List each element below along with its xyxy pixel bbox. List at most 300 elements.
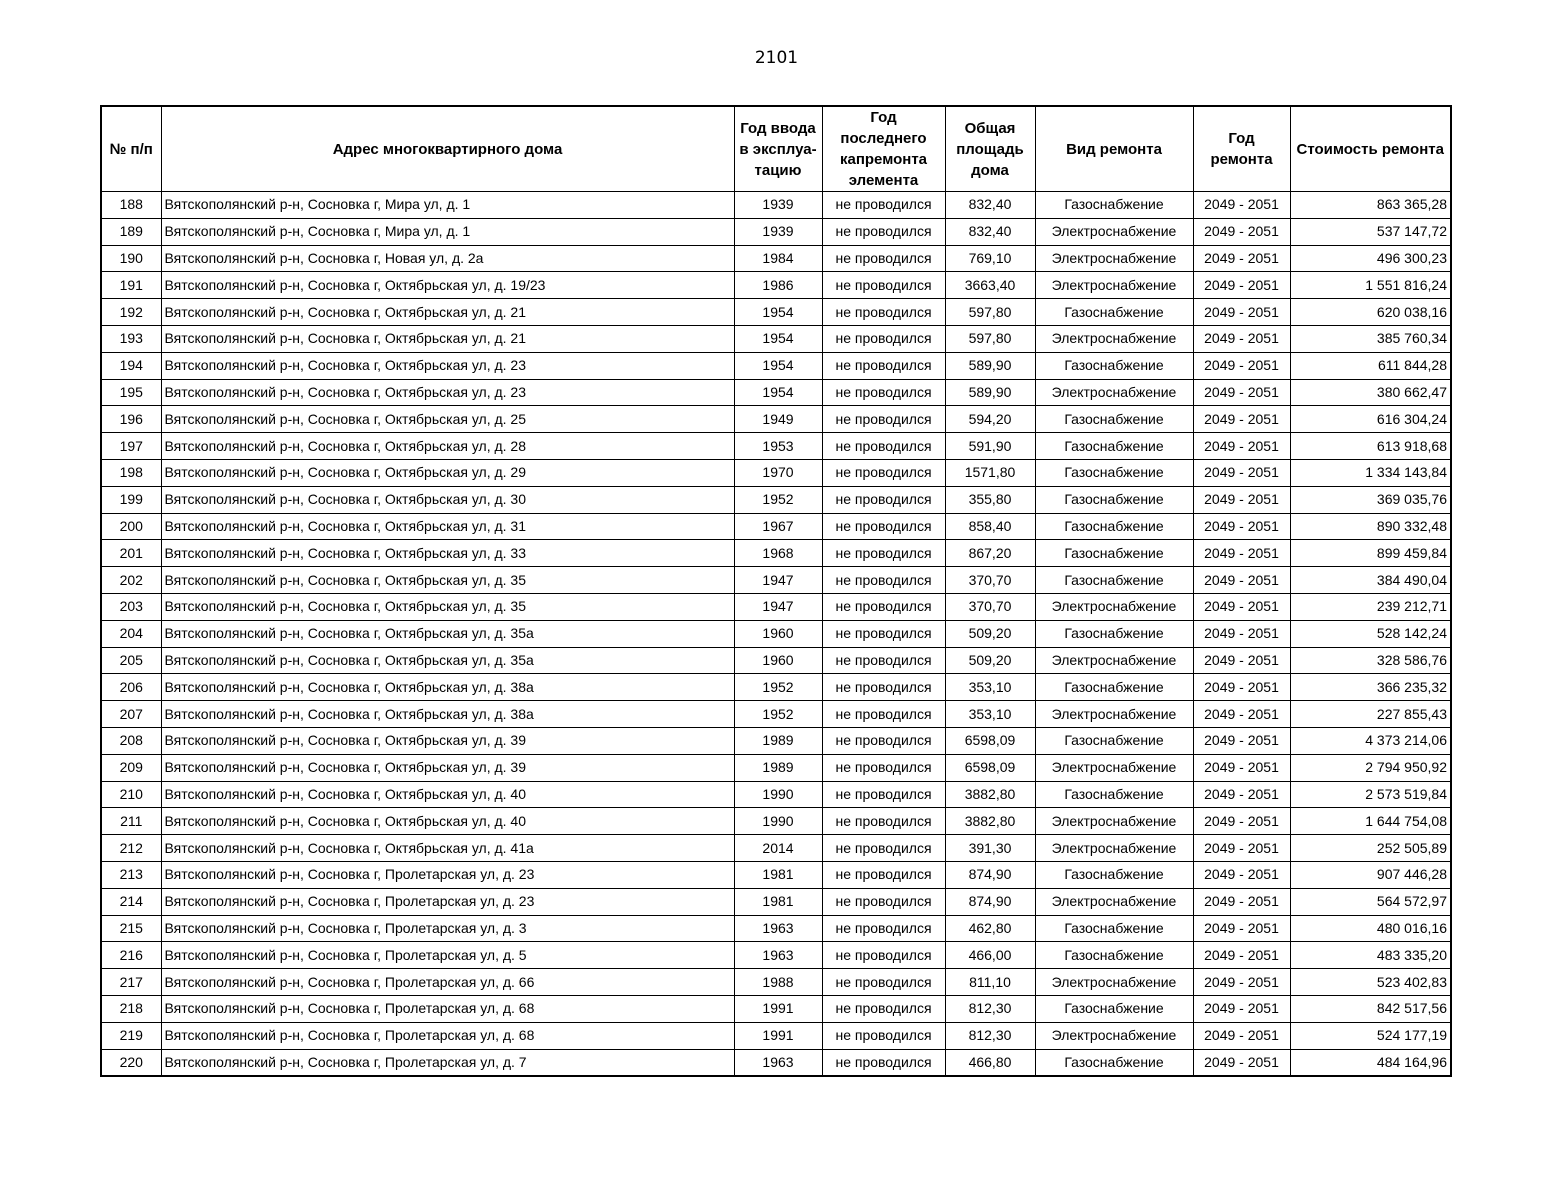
cell-commission-year: 1960 [734,647,822,674]
cell-address: Вятскополянский р-н, Сосновка г, Пролетарская ул, д. 68 [161,1022,734,1049]
cell-address: Вятскополянский р-н, Сосновка г, Октябрьская ул, д. 23 [161,352,734,379]
cell-last-repair: не проводился [822,486,945,513]
cell-repair-period: 2049 - 2051 [1193,674,1290,701]
cell-row-number: 198 [101,459,161,486]
header-last-repair-year: Год последнего капремонта элемента [822,106,945,192]
cell-total-area: 874,90 [945,888,1035,915]
cell-row-number: 199 [101,486,161,513]
header-repair-cost: Стоимость ремонта [1290,106,1451,192]
repair-registry-table [100,105,1452,1077]
cell-repair-period: 2049 - 2051 [1193,540,1290,567]
cell-repair-type: Электроснабжение [1035,701,1193,728]
table-row [101,1022,1451,1049]
cell-last-repair: не проводился [822,567,945,594]
table-row [101,888,1451,915]
cell-repair-type: Газоснабжение [1035,567,1193,594]
table-row [101,674,1451,701]
cell-total-area: 597,80 [945,299,1035,326]
table-row [101,647,1451,674]
cell-commission-year: 1984 [734,245,822,272]
cell-commission-year: 1954 [734,299,822,326]
cell-address: Вятскополянский р-н, Сосновка г, Пролетарская ул, д. 7 [161,1049,734,1076]
cell-address: Вятскополянский р-н, Сосновка г, Пролетарская ул, д. 3 [161,915,734,942]
cell-repair-period: 2049 - 2051 [1193,754,1290,781]
cell-row-number: 205 [101,647,161,674]
table-row [101,942,1451,969]
cell-last-repair: не проводился [822,513,945,540]
cell-row-number: 200 [101,513,161,540]
cell-repair-cost: 899 459,84 [1290,540,1451,567]
header-commission-year: Год ввода в эксплуа-тацию [734,106,822,192]
cell-row-number: 217 [101,969,161,996]
cell-row-number: 203 [101,593,161,620]
cell-row-number: 213 [101,861,161,888]
cell-last-repair: не проводился [822,861,945,888]
table-row [101,1049,1451,1076]
cell-repair-type: Газоснабжение [1035,1049,1193,1076]
cell-repair-type: Газоснабжение [1035,513,1193,540]
cell-address: Вятскополянский р-н, Сосновка г, Мира ул, д. 1 [161,192,734,219]
cell-repair-type: Газоснабжение [1035,915,1193,942]
cell-repair-cost: 863 365,28 [1290,192,1451,219]
cell-repair-type: Газоснабжение [1035,620,1193,647]
cell-row-number: 192 [101,299,161,326]
cell-commission-year: 1981 [734,888,822,915]
cell-repair-period: 2049 - 2051 [1193,995,1290,1022]
cell-commission-year: 1947 [734,593,822,620]
cell-row-number: 218 [101,995,161,1022]
cell-last-repair: не проводился [822,299,945,326]
cell-commission-year: 1991 [734,1022,822,1049]
cell-repair-period: 2049 - 2051 [1193,969,1290,996]
cell-total-area: 3882,80 [945,781,1035,808]
cell-address: Вятскополянский р-н, Сосновка г, Пролетарская ул, д. 68 [161,995,734,1022]
cell-repair-type: Газоснабжение [1035,406,1193,433]
cell-repair-period: 2049 - 2051 [1193,352,1290,379]
cell-repair-cost: 537 147,72 [1290,218,1451,245]
cell-last-repair: не проводился [822,835,945,862]
cell-address: Вятскополянский р-н, Сосновка г, Октябрьская ул, д. 35а [161,620,734,647]
table-row [101,272,1451,299]
table-row [101,781,1451,808]
cell-repair-cost: 564 572,97 [1290,888,1451,915]
cell-row-number: 190 [101,245,161,272]
cell-repair-cost: 613 918,68 [1290,433,1451,460]
cell-repair-type: Электроснабжение [1035,647,1193,674]
cell-address: Вятскополянский р-н, Сосновка г, Новая ул, д. 2а [161,245,734,272]
cell-last-repair: не проводился [822,915,945,942]
cell-last-repair: не проводился [822,245,945,272]
cell-repair-period: 2049 - 2051 [1193,1022,1290,1049]
cell-repair-type: Электроснабжение [1035,808,1193,835]
table-row [101,808,1451,835]
cell-commission-year: 1989 [734,754,822,781]
cell-row-number: 207 [101,701,161,728]
cell-repair-cost: 611 844,28 [1290,352,1451,379]
table-row [101,513,1451,540]
cell-commission-year: 1954 [734,325,822,352]
cell-repair-period: 2049 - 2051 [1193,299,1290,326]
cell-commission-year: 1990 [734,781,822,808]
cell-row-number: 188 [101,192,161,219]
cell-row-number: 204 [101,620,161,647]
cell-repair-type: Электроснабжение [1035,379,1193,406]
cell-repair-period: 2049 - 2051 [1193,835,1290,862]
cell-repair-cost: 227 855,43 [1290,701,1451,728]
cell-last-repair: не проводился [822,942,945,969]
cell-repair-period: 2049 - 2051 [1193,433,1290,460]
cell-repair-type: Электроснабжение [1035,835,1193,862]
cell-last-repair: не проводился [822,674,945,701]
header-address: Адрес многоквартирного дома [161,106,734,192]
cell-repair-type: Электроснабжение [1035,888,1193,915]
table-row [101,486,1451,513]
cell-repair-cost: 496 300,23 [1290,245,1451,272]
cell-total-area: 353,10 [945,674,1035,701]
cell-commission-year: 1952 [734,486,822,513]
cell-commission-year: 1963 [734,915,822,942]
cell-commission-year: 1989 [734,727,822,754]
cell-repair-type: Газоснабжение [1035,995,1193,1022]
cell-total-area: 867,20 [945,540,1035,567]
table-row [101,593,1451,620]
cell-address: Вятскополянский р-н, Сосновка г, Пролетарская ул, д. 23 [161,861,734,888]
cell-address: Вятскополянский р-н, Сосновка г, Октябрьская ул, д. 38а [161,674,734,701]
cell-repair-cost: 4 373 214,06 [1290,727,1451,754]
table-row [101,861,1451,888]
cell-last-repair: не проводился [822,540,945,567]
cell-repair-period: 2049 - 2051 [1193,379,1290,406]
cell-repair-cost: 385 760,34 [1290,325,1451,352]
cell-total-area: 462,80 [945,915,1035,942]
cell-repair-period: 2049 - 2051 [1193,727,1290,754]
table-row [101,754,1451,781]
cell-repair-cost: 239 212,71 [1290,593,1451,620]
cell-commission-year: 1947 [734,567,822,594]
cell-last-repair: не проводился [822,647,945,674]
cell-total-area: 769,10 [945,245,1035,272]
cell-repair-type: Газоснабжение [1035,781,1193,808]
cell-row-number: 211 [101,808,161,835]
cell-commission-year: 1954 [734,379,822,406]
header-repair-type: Вид ремонта [1035,106,1193,192]
cell-address: Вятскополянский р-н, Сосновка г, Октябрьская ул, д. 41а [161,835,734,862]
cell-row-number: 197 [101,433,161,460]
cell-repair-period: 2049 - 2051 [1193,245,1290,272]
cell-total-area: 466,00 [945,942,1035,969]
cell-repair-period: 2049 - 2051 [1193,888,1290,915]
cell-last-repair: не проводился [822,808,945,835]
cell-repair-cost: 1 334 143,84 [1290,459,1451,486]
cell-repair-cost: 2 794 950,92 [1290,754,1451,781]
table-row [101,567,1451,594]
cell-last-repair: не проводился [822,1049,945,1076]
table-row [101,379,1451,406]
cell-total-area: 589,90 [945,379,1035,406]
cell-repair-period: 2049 - 2051 [1193,459,1290,486]
cell-address: Вятскополянский р-н, Сосновка г, Октябрьская ул, д. 40 [161,808,734,835]
cell-total-area: 3882,80 [945,808,1035,835]
table-row [101,540,1451,567]
cell-repair-type: Газоснабжение [1035,192,1193,219]
cell-repair-period: 2049 - 2051 [1193,861,1290,888]
cell-total-area: 6598,09 [945,754,1035,781]
cell-total-area: 509,20 [945,620,1035,647]
cell-address: Вятскополянский р-н, Сосновка г, Октябрьская ул, д. 39 [161,754,734,781]
cell-repair-period: 2049 - 2051 [1193,192,1290,219]
header-row-number: № п/п [101,106,161,192]
cell-commission-year: 1967 [734,513,822,540]
cell-commission-year: 1981 [734,861,822,888]
cell-total-area: 832,40 [945,192,1035,219]
cell-repair-type: Электроснабжение [1035,754,1193,781]
cell-repair-cost: 907 446,28 [1290,861,1451,888]
cell-address: Вятскополянский р-н, Сосновка г, Мира ул, д. 1 [161,218,734,245]
cell-total-area: 3663,40 [945,272,1035,299]
cell-commission-year: 1968 [734,540,822,567]
cell-repair-type: Электроснабжение [1035,593,1193,620]
cell-repair-cost: 1 644 754,08 [1290,808,1451,835]
cell-repair-cost: 528 142,24 [1290,620,1451,647]
cell-repair-type: Газоснабжение [1035,299,1193,326]
cell-repair-period: 2049 - 2051 [1193,325,1290,352]
cell-repair-cost: 524 177,19 [1290,1022,1451,1049]
cell-last-repair: не проводился [822,969,945,996]
cell-repair-period: 2049 - 2051 [1193,915,1290,942]
cell-total-area: 391,30 [945,835,1035,862]
cell-repair-type: Газоснабжение [1035,486,1193,513]
cell-repair-cost: 328 586,76 [1290,647,1451,674]
cell-repair-cost: 384 490,04 [1290,567,1451,594]
cell-repair-type: Газоснабжение [1035,540,1193,567]
table-row [101,727,1451,754]
cell-total-area: 597,80 [945,325,1035,352]
cell-total-area: 832,40 [945,218,1035,245]
cell-total-area: 858,40 [945,513,1035,540]
header-repair-period: Год ремонта [1193,106,1290,192]
cell-last-repair: не проводился [822,620,945,647]
cell-address: Вятскополянский р-н, Сосновка г, Октябрьская ул, д. 35 [161,567,734,594]
cell-repair-cost: 523 402,83 [1290,969,1451,996]
cell-commission-year: 2014 [734,835,822,862]
cell-row-number: 206 [101,674,161,701]
table-row [101,433,1451,460]
cell-repair-type: Газоснабжение [1035,942,1193,969]
cell-total-area: 6598,09 [945,727,1035,754]
cell-row-number: 191 [101,272,161,299]
cell-total-area: 811,10 [945,969,1035,996]
cell-repair-period: 2049 - 2051 [1193,486,1290,513]
cell-row-number: 194 [101,352,161,379]
cell-commission-year: 1939 [734,218,822,245]
cell-row-number: 210 [101,781,161,808]
cell-last-repair: не проводился [822,727,945,754]
cell-repair-cost: 2 573 519,84 [1290,781,1451,808]
cell-commission-year: 1952 [734,674,822,701]
cell-total-area: 1571,80 [945,459,1035,486]
cell-repair-period: 2049 - 2051 [1193,513,1290,540]
cell-repair-type: Газоснабжение [1035,459,1193,486]
table-row [101,835,1451,862]
cell-last-repair: не проводился [822,781,945,808]
cell-last-repair: не проводился [822,406,945,433]
cell-total-area: 355,80 [945,486,1035,513]
cell-repair-type: Газоснабжение [1035,861,1193,888]
cell-address: Вятскополянский р-н, Сосновка г, Пролетарская ул, д. 66 [161,969,734,996]
cell-row-number: 209 [101,754,161,781]
cell-address: Вятскополянский р-н, Сосновка г, Октябрьская ул, д. 31 [161,513,734,540]
cell-total-area: 370,70 [945,593,1035,620]
cell-address: Вятскополянский р-н, Сосновка г, Октябрьская ул, д. 23 [161,379,734,406]
cell-total-area: 812,30 [945,1022,1035,1049]
cell-address: Вятскополянский р-н, Сосновка г, Октябрьская ул, д. 30 [161,486,734,513]
cell-row-number: 216 [101,942,161,969]
cell-address: Вятскополянский р-н, Сосновка г, Октябрьская ул, д. 38а [161,701,734,728]
cell-repair-cost: 483 335,20 [1290,942,1451,969]
cell-repair-cost: 480 016,16 [1290,915,1451,942]
cell-repair-period: 2049 - 2051 [1193,1049,1290,1076]
cell-total-area: 353,10 [945,701,1035,728]
cell-commission-year: 1939 [734,192,822,219]
cell-repair-period: 2049 - 2051 [1193,593,1290,620]
cell-commission-year: 1991 [734,995,822,1022]
cell-last-repair: не проводился [822,888,945,915]
table-row [101,325,1451,352]
cell-address: Вятскополянский р-н, Сосновка г, Октябрьская ул, д. 39 [161,727,734,754]
cell-total-area: 370,70 [945,567,1035,594]
cell-repair-cost: 842 517,56 [1290,995,1451,1022]
cell-row-number: 208 [101,727,161,754]
cell-last-repair: не проводился [822,995,945,1022]
cell-address: Вятскополянский р-н, Сосновка г, Октябрьская ул, д. 25 [161,406,734,433]
cell-repair-period: 2049 - 2051 [1193,567,1290,594]
table-row [101,915,1451,942]
cell-repair-period: 2049 - 2051 [1193,781,1290,808]
cell-commission-year: 1988 [734,969,822,996]
cell-total-area: 874,90 [945,861,1035,888]
cell-repair-type: Электроснабжение [1035,325,1193,352]
cell-commission-year: 1952 [734,701,822,728]
cell-repair-period: 2049 - 2051 [1193,272,1290,299]
cell-repair-cost: 484 164,96 [1290,1049,1451,1076]
cell-last-repair: не проводился [822,701,945,728]
cell-repair-period: 2049 - 2051 [1193,942,1290,969]
cell-row-number: 196 [101,406,161,433]
cell-address: Вятскополянский р-н, Сосновка г, Октябрьская ул, д. 33 [161,540,734,567]
cell-address: Вятскополянский р-н, Сосновка г, Октябрьская ул, д. 19/23 [161,272,734,299]
cell-repair-type: Газоснабжение [1035,433,1193,460]
cell-last-repair: не проводился [822,459,945,486]
cell-repair-period: 2049 - 2051 [1193,406,1290,433]
cell-row-number: 219 [101,1022,161,1049]
cell-repair-type: Электроснабжение [1035,1022,1193,1049]
cell-repair-type: Электроснабжение [1035,245,1193,272]
table-row [101,352,1451,379]
cell-commission-year: 1986 [734,272,822,299]
table-row [101,459,1451,486]
cell-row-number: 212 [101,835,161,862]
cell-last-repair: не проводился [822,379,945,406]
cell-last-repair: не проводился [822,352,945,379]
cell-last-repair: не проводился [822,192,945,219]
cell-last-repair: не проводился [822,1022,945,1049]
cell-repair-type: Газоснабжение [1035,727,1193,754]
cell-address: Вятскополянский р-н, Сосновка г, Октябрьская ул, д. 40 [161,781,734,808]
cell-row-number: 220 [101,1049,161,1076]
cell-total-area: 591,90 [945,433,1035,460]
cell-address: Вятскополянский р-н, Сосновка г, Октябрьская ул, д. 21 [161,325,734,352]
cell-repair-type: Электроснабжение [1035,218,1193,245]
table-row [101,995,1451,1022]
table-row [101,245,1451,272]
cell-address: Вятскополянский р-н, Сосновка г, Октябрьская ул, д. 29 [161,459,734,486]
cell-repair-cost: 380 662,47 [1290,379,1451,406]
cell-address: Вятскополянский р-н, Сосновка г, Октябрьская ул, д. 21 [161,299,734,326]
cell-last-repair: не проводился [822,754,945,781]
table-row [101,620,1451,647]
cell-repair-cost: 620 038,16 [1290,299,1451,326]
cell-last-repair: не проводился [822,433,945,460]
cell-last-repair: не проводился [822,272,945,299]
cell-row-number: 195 [101,379,161,406]
cell-row-number: 201 [101,540,161,567]
header-total-area: Общая площадь дома [945,106,1035,192]
cell-repair-type: Газоснабжение [1035,674,1193,701]
cell-commission-year: 1949 [734,406,822,433]
cell-commission-year: 1954 [734,352,822,379]
cell-last-repair: не проводился [822,593,945,620]
cell-total-area: 466,80 [945,1049,1035,1076]
cell-repair-period: 2049 - 2051 [1193,647,1290,674]
table-row [101,192,1451,219]
cell-address: Вятскополянский р-н, Сосновка г, Октябрьская ул, д. 35а [161,647,734,674]
cell-repair-type: Электроснабжение [1035,969,1193,996]
cell-repair-cost: 1 551 816,24 [1290,272,1451,299]
table-row [101,701,1451,728]
cell-total-area: 594,20 [945,406,1035,433]
cell-row-number: 193 [101,325,161,352]
cell-row-number: 214 [101,888,161,915]
cell-row-number: 215 [101,915,161,942]
cell-total-area: 509,20 [945,647,1035,674]
cell-repair-cost: 366 235,32 [1290,674,1451,701]
cell-commission-year: 1963 [734,1049,822,1076]
table-header-row [101,106,1451,192]
cell-repair-type: Электроснабжение [1035,272,1193,299]
cell-address: Вятскополянский р-н, Сосновка г, Октябрьская ул, д. 35 [161,593,734,620]
cell-row-number: 202 [101,567,161,594]
cell-last-repair: не проводился [822,218,945,245]
page-number: 2101 [754,48,799,68]
cell-repair-period: 2049 - 2051 [1193,218,1290,245]
cell-address: Вятскополянский р-н, Сосновка г, Пролетарская ул, д. 5 [161,942,734,969]
cell-address: Вятскополянский р-н, Сосновка г, Пролетарская ул, д. 23 [161,888,734,915]
table-body [101,192,1451,1077]
cell-commission-year: 1960 [734,620,822,647]
cell-total-area: 589,90 [945,352,1035,379]
table-row [101,299,1451,326]
cell-last-repair: не проводился [822,325,945,352]
cell-repair-cost: 369 035,76 [1290,486,1451,513]
cell-row-number: 189 [101,218,161,245]
cell-commission-year: 1970 [734,459,822,486]
cell-repair-cost: 890 332,48 [1290,513,1451,540]
cell-commission-year: 1953 [734,433,822,460]
cell-repair-period: 2049 - 2051 [1193,620,1290,647]
cell-total-area: 812,30 [945,995,1035,1022]
table-row [101,969,1451,996]
cell-repair-cost: 252 505,89 [1290,835,1451,862]
